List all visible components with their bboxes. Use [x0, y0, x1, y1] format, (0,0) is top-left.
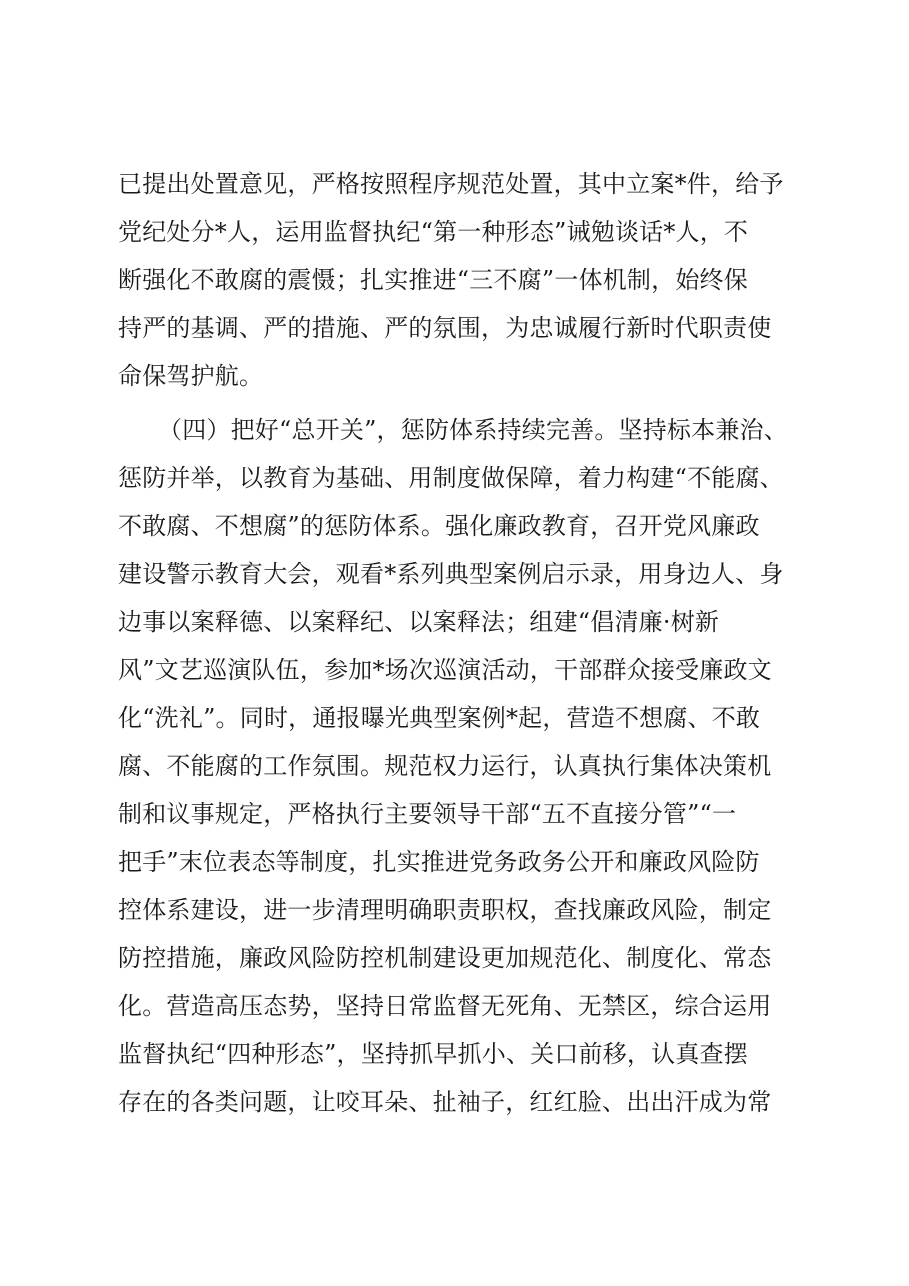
paragraph-2-line-6: 风”文艺巡演队伍，参加*场次巡演活动，干部群众接受廉政文 — [118, 656, 772, 684]
paragraph-1-line-5: 命保驾护航。 — [118, 362, 264, 390]
paragraph-2-line-13: 化。营造高压态势，坚持日常监督无死角、无禁区，综合运用 — [118, 992, 772, 1020]
paragraph-1-line-2: 党纪处分*人，运用监督执纪“第一种形态”诫勉谈话*人，不 — [118, 218, 749, 246]
paragraph-2-line-9: 制和议事规定，严格执行主要领导干部“五不直接分管”“一 — [118, 800, 737, 828]
paragraph-2-line-10: 把手”末位表态等制度，扎实推进党务政务公开和廉政风险防 — [118, 848, 760, 876]
paragraph-2-line-5: 边事以案释德、以案释纪、以案释法；组建“倡清廉·树新 — [118, 608, 720, 636]
paragraph-2-line-7: 化“洗礼”。同时，通报曝光典型案例*起，营造不想腐、不敢 — [118, 704, 761, 732]
paragraph-2-line-2: 惩防并举，以教育为基础、用制度做保障，着力构建“不能腐、 — [118, 464, 784, 492]
paragraph-2-line-14: 监督执纪“四种形态”，坚持抓早抓小、关口前移，认真查摆 — [118, 1040, 748, 1068]
paragraph-2-line-11: 控体系建设，进一步清理明确职责职权，查找廉政风险，制定 — [118, 896, 772, 924]
paragraph-1-line-1: 已提出处置意见，严格按照程序规范处置，其中立案*件，给予 — [118, 170, 784, 198]
paragraph-2-line-3: 不敢腐、不想腐”的惩防体系。强化廉政教育，召开党风廉政 — [118, 512, 760, 540]
paragraph-2-line-4: 建设警示教育大会，观看*系列典型案例启示录，用身边人、身 — [118, 560, 784, 588]
paragraph-2-line-12: 防控措施，廉政风险防控机制建设更加规范化、制度化、常态 — [118, 944, 772, 972]
paragraph-2-line-8: 腐、不能腐的工作氛围。规范权力运行，认真执行集体决策机 — [118, 752, 772, 780]
paragraph-2-line-15: 存在的各类问题，让咬耳朵、扯袖子，红红脸、出出汗成为常 — [118, 1088, 772, 1116]
paragraph-1-line-4: 持严的基调、严的措施、严的氛围，为忠诚履行新时代职责使 — [118, 314, 772, 342]
paragraph-1-line-3: 断强化不敢腐的震慑；扎实推进“三不腐”一体机制，始终保 — [118, 266, 748, 294]
paragraph-2-line-1: （四）把好“总开关”，惩防体系持续完善。坚持标本兼治、 — [158, 416, 788, 444]
